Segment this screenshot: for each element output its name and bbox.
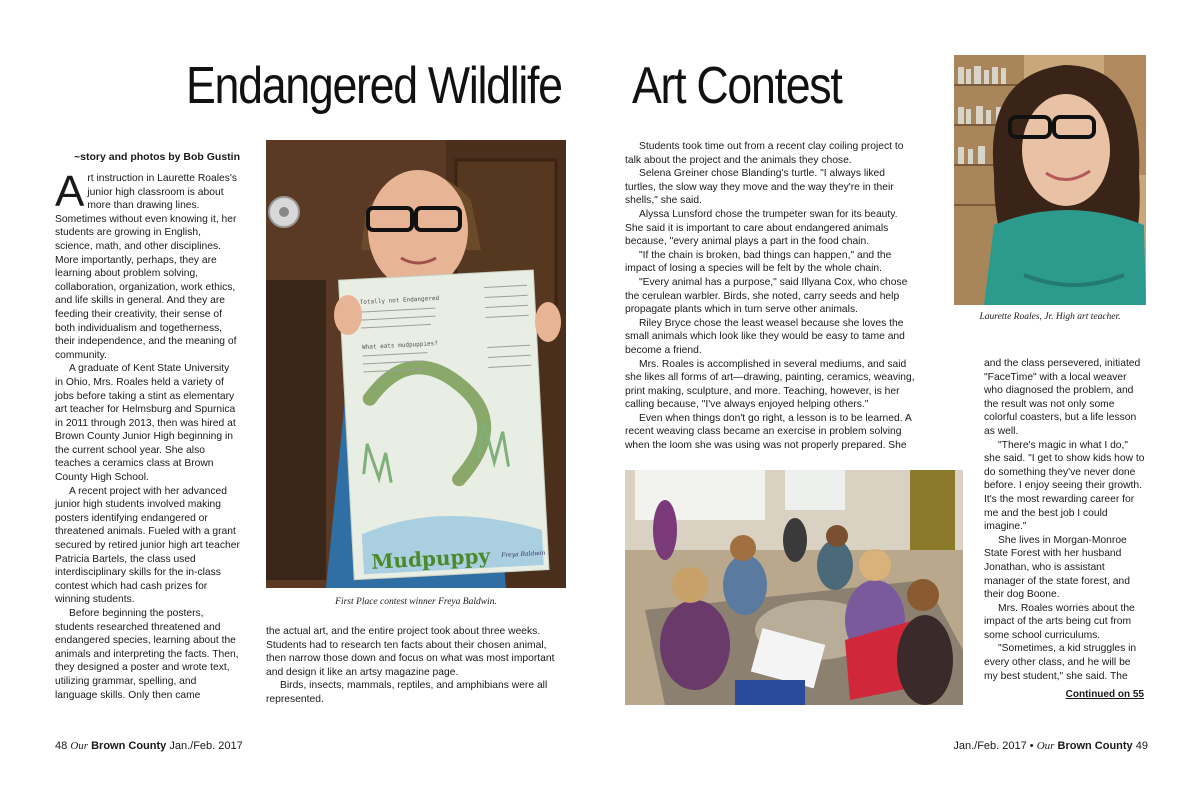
paragraph: Even when things don't go right, a lesson is to be learned. A recent weaving class became an exercise in problem solving when the loom she was using was not properly prepared. She	[625, 412, 912, 452]
article-column-3	[625, 140, 917, 453]
article-column-1	[55, 167, 240, 702]
magazine-name: Brown County	[1057, 740, 1133, 752]
paragraph: Riley Bryce chose the least weasel because she loves the small animals which look like they would be easy to tame and become a friend.	[625, 317, 905, 356]
caption-teacher: Laurette Roales, Jr. High art teacher.	[979, 312, 1121, 322]
paragraph: Students took time out from a recent clay coiling project to talk about the project and the animals they chose.	[625, 141, 904, 166]
magazine-word: Our	[1036, 740, 1055, 752]
svg-text:Totally not Endangered: Totally not Endangered	[359, 294, 440, 307]
photo-classroom	[625, 470, 963, 705]
svg-text:Mudpuppy: Mudpuppy	[370, 543, 491, 574]
paragraph: "If the chain is broken, bad things can happen," and the impact of losing a species will be felt by the whole chain.	[625, 249, 892, 275]
caption-freya: First Place contest winner Freya Baldwin.	[335, 597, 497, 607]
paragraph: A graduate of Kent State University in Ohio, Mrs. Roales held a variety of jobs before taking a stint as elementary art teacher for Helmsburg and Spurnica in 2011 through 2013, then was hired at Brown County Junior High beginning in the current school year. She also teaches a ceramics class at Brown County High School.	[55, 363, 236, 484]
magazine-word: Our	[70, 740, 89, 752]
paragraph: She lives in Morgan-Monroe State Forest with her husband Jonathan, who is assistant manager of the state forest, and their dog Boone.	[984, 534, 1130, 601]
photo-teacher	[954, 55, 1146, 305]
paragraph: Before beginning the posters, students researched threatened and endangered species, learning about the animals and interpreting the facts. Then, they designed a poster and wrote text, utilizing grammar, spelling, and language skills. Only then came	[55, 608, 239, 701]
byline: ~story and photos by Bob Gustin	[74, 151, 240, 163]
svg-text:What eats mudpuppies?: What eats mudpuppies?	[361, 340, 439, 352]
page-number-left: 48	[55, 740, 68, 752]
headline-part1: Endangered Wildlife	[186, 57, 562, 115]
footer-right	[953, 740, 1148, 752]
footer-left	[55, 740, 243, 752]
paragraph: and the class persevered, initiated "FaceTime" with a local weaver who diagnosed the problem, and the result was not only some colorful coasters, but a life lesson as well.	[984, 358, 1141, 437]
paragraph: the actual art, and the entire project took about three weeks. Students had to research ten facts about their chosen animal, then narrow those down and focus on what was most important and design it like an artsy magazine page.	[266, 626, 555, 678]
paragraph: "Sometimes, a kid struggles in every other class, and he will be my best student," she said. The	[984, 643, 1137, 682]
continued-link[interactable]: Continued on 55	[1065, 689, 1144, 700]
paragraph: A recent project with her advanced junior high students involved making posters identifying endangered or threatened animals. Fueled with a grant secured by retired junior high art teacher Patricia Bartels, the class used interdisciplinary skills for the in-class contest which had cash prizes for winning students.	[55, 485, 240, 606]
paragraph: "There's magic in what I do," she said. "I get to show kids how to do something they've never done before. I enjoy seeing their growth. It's the most rewarding career for me and the best job I could imagine."	[984, 439, 1145, 533]
article-column-2	[266, 625, 566, 707]
paragraph: Selena Greiner chose Blanding's turtle. "I always liked turtles, the slow way they move and the way they're in their shells," she said.	[625, 168, 894, 207]
paragraph: Mrs. Roales worries about the impact of the arts being cut from some school curriculums.	[984, 602, 1135, 641]
page-number-right: 49	[1135, 740, 1148, 752]
paragraph: Mrs. Roales is accomplished in several mediums, and said she likes all forms of art—drawing, painting, ceramics, weaving, print making, sculpture, and more. Teaching, however, is her calling because, "I've always enjoyed helping others."	[625, 358, 915, 411]
drop-cap: A	[55, 167, 85, 216]
paragraph: Art instruction in Laurette Roales's junior high classroom is about more than drawing lines. Sometimes without even knowing it, her students are growing in English, science, math, and other disciplines. More importantly, perhaps, they are learning about problem solving, collaboration, organization, work ethics, and life skills in general. And they are feeding their creativity, their sense of both individualism and togetherness, their independence, and the meaning of community.	[55, 167, 237, 361]
paragraph: Birds, insects, mammals, reptiles, and amphibians were all represented.	[266, 680, 548, 705]
photo-freya-with-poster	[266, 140, 566, 588]
svg-text:Freya Baldwin: Freya Baldwin	[500, 549, 546, 560]
issue-date: Jan./Feb. 2017 •	[953, 740, 1034, 752]
issue-date: Jan./Feb. 2017	[169, 740, 243, 752]
headline-part2: Art Contest	[632, 57, 842, 115]
paragraph: Alyssa Lunsford chose the trumpeter swan for its beauty. She said it is important to care about endangered animals because, "every animal plays a part in the food chain.	[625, 208, 898, 248]
magazine-name: Brown County	[91, 740, 167, 752]
article-column-4	[984, 357, 1146, 683]
paragraph: "Every animal has a purpose," said Illyana Cox, who chose the cerulean warbler. Birds, she noted, carry seeds and help propagate plants which in turn serve other animals.	[625, 276, 908, 316]
